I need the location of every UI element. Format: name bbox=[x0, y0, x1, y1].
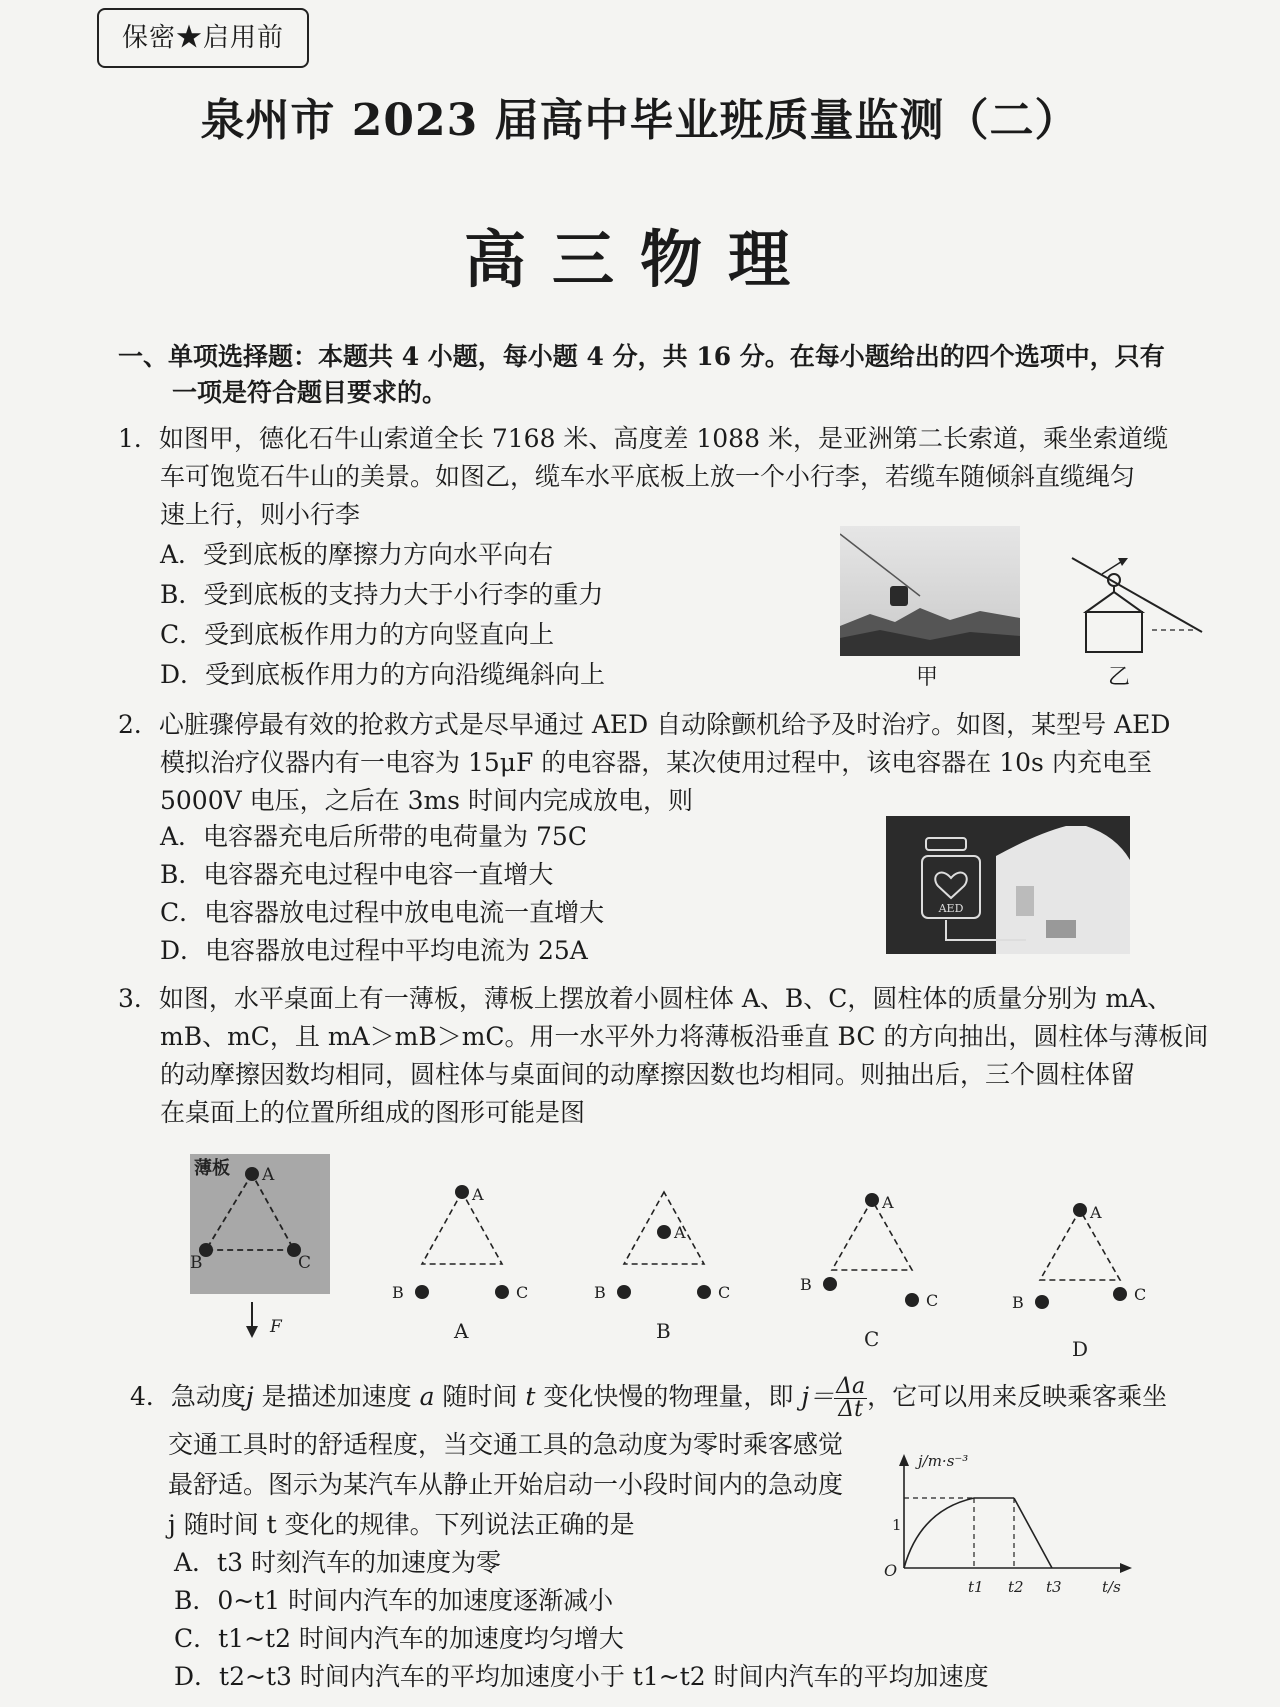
graph-y-tick: 1 bbox=[892, 1516, 902, 1534]
q4-line1-mid: 是描述加速度 bbox=[253, 1382, 420, 1411]
q1-option-c: C．受到底板作用力的方向竖直向上 bbox=[160, 620, 555, 649]
q1-fig-yi-caption: 乙 bbox=[1108, 665, 1131, 690]
graph-origin: O bbox=[884, 1561, 898, 1580]
choice-a-point-b: B bbox=[392, 1283, 404, 1302]
graph-x-label: t/s bbox=[1102, 1578, 1121, 1596]
q4-option-c: C．t1~t2 时间内汽车的加速度均匀增大 bbox=[174, 1624, 624, 1653]
q3-choice-b-figure bbox=[594, 1172, 744, 1342]
q1-option-b: B．受到底板的支持力大于小行李的重力 bbox=[160, 580, 604, 609]
q4-var-t: t bbox=[525, 1382, 536, 1411]
q4-option-a: A．t3 时刻汽车的加速度为零 bbox=[174, 1548, 501, 1577]
q3-text-line3: 的动摩擦因数均相同，圆柱体与桌面间的动摩擦因数也均相同。则抽出后，三个圆柱体留 bbox=[160, 1060, 1136, 1089]
q2-option-b: B．电容器充电过程中电容一直增大 bbox=[160, 860, 554, 889]
q4-frac-den: Δt bbox=[838, 1397, 863, 1422]
q3-text-line4: 在桌面上的位置所组成的图形可能是图 bbox=[160, 1098, 586, 1127]
q2-option-a: A．电容器充电后所带的电荷量为 75C bbox=[160, 822, 587, 851]
q4-text-line3: 最舒适。图示为某汽车从静止开始启动一小段时间内的急动度 bbox=[168, 1470, 844, 1499]
graph-t2: t2 bbox=[1008, 1578, 1024, 1596]
q2-text-line1: 2．心脏骤停最有效的抢救方式是尽早通过 AED 自动除颤机给予及时治疗。如图，某型号 AED bbox=[118, 710, 1171, 739]
q4-frac-num: Δa bbox=[836, 1374, 866, 1399]
q4-var-a: a bbox=[419, 1382, 435, 1411]
choice-b-point-b: B bbox=[594, 1283, 606, 1302]
q1-text-line3: 速上行，则小行李 bbox=[160, 500, 361, 529]
q4-text-line2: 交通工具时的舒适程度，当交通工具的急动度为零时乘客感觉 bbox=[168, 1430, 844, 1459]
choice-d-point-a: A bbox=[1090, 1203, 1102, 1222]
q3-choice-a-figure bbox=[392, 1172, 542, 1342]
q4-line1-mid3: 变化快慢的物理量，即 bbox=[535, 1382, 802, 1411]
section-heading-line1: 一、单项选择题：本题共 4 小题，每小题 4 分，共 16 分。在每小题给出的四个选项中，只有 bbox=[118, 342, 1165, 371]
choice-a-label: A bbox=[454, 1319, 469, 1342]
q4-line1-pre: 4．急动度 bbox=[130, 1382, 246, 1411]
choice-b-label: B bbox=[656, 1319, 671, 1342]
q4-frac-lhs: j＝ bbox=[801, 1382, 835, 1411]
graph-t1: t1 bbox=[968, 1578, 984, 1596]
choice-d-point-b: B bbox=[1012, 1293, 1024, 1312]
q4-text-line1 bbox=[130, 1376, 1167, 1421]
q2-option-d: D．电容器放电过程中平均电流为 25A bbox=[160, 936, 588, 965]
q4-jerk-fraction bbox=[834, 1376, 867, 1421]
q1-diagram-cable-car bbox=[1068, 548, 1208, 658]
q2-text-line3: 5000V 电压，之后在 3ms 时间内完成放电，则 bbox=[160, 786, 693, 815]
q4-line1-post: ，它可以用来反映乘客乘坐 bbox=[867, 1382, 1168, 1411]
q1-option-d: D．受到底板作用力的方向沿缆绳斜向上 bbox=[160, 660, 606, 689]
q4-jerk-time-graph bbox=[880, 1450, 1140, 1610]
q4-option-b: B．0~t1 时间内汽车的加速度逐渐减小 bbox=[174, 1586, 614, 1615]
choice-b-point-c: C bbox=[718, 1283, 731, 1302]
q4-var-j: j bbox=[245, 1382, 254, 1411]
choice-c-point-b: B bbox=[800, 1275, 812, 1294]
confidential-stamp: 保密★启用前 bbox=[97, 8, 309, 68]
choice-a-point-a: A bbox=[472, 1185, 484, 1204]
exam-title: 泉州市 2023 届高中毕业班质量监测（二） bbox=[200, 95, 1080, 146]
choice-c-point-a: A bbox=[882, 1193, 894, 1212]
q3-text-line2: mB、mC，且 mA＞mB＞mC。用一水平外力将薄板沿垂直 BC 的方向抽出，圆柱体与薄板间 bbox=[160, 1022, 1209, 1051]
q3-text-line1: 3．如图，水平桌面上有一薄板，薄板上摆放着小圆柱体 A、B、C，圆柱体的质量分别为 mA、 bbox=[118, 984, 1173, 1013]
board-point-c: C bbox=[298, 1253, 312, 1273]
choice-c-label: C bbox=[864, 1327, 880, 1350]
subject-title: 高三物理 bbox=[463, 223, 816, 296]
q1-text-line2: 车可饱览石牛山的美景。如图乙，缆车水平底板上放一个小行李，若缆车随倾斜直缆绳匀 bbox=[160, 462, 1136, 491]
choice-d-label: D bbox=[1072, 1337, 1089, 1361]
graph-t3: t3 bbox=[1046, 1578, 1062, 1596]
q4-option-d: D．t2~t3 时间内汽车的平均加速度小于 t1~t2 时间内汽车的平均加速度 bbox=[174, 1662, 989, 1691]
q3-board-figure bbox=[186, 1152, 336, 1342]
aed-label: AED bbox=[938, 902, 964, 915]
q1-text-line1: 1．如图甲，德化石牛山索道全长 7168 米、高度差 1088 米，是亚洲第二长索道，乘坐索道缆 bbox=[118, 424, 1168, 453]
section-heading-line2: 一项是符合题目要求的。 bbox=[172, 378, 448, 407]
q2-option-c: C．电容器放电过程中放电电流一直增大 bbox=[160, 898, 605, 927]
choice-a-point-c: C bbox=[516, 1283, 529, 1302]
choice-b-point-a: A bbox=[674, 1223, 686, 1242]
q1-option-a: A．受到底板的摩擦力方向水平向右 bbox=[160, 540, 554, 569]
choice-d-point-c: C bbox=[1134, 1285, 1147, 1304]
q3-choice-d-figure bbox=[1008, 1172, 1168, 1362]
force-label: F bbox=[270, 1317, 282, 1337]
q3-choice-c-figure bbox=[800, 1172, 950, 1350]
q2-text-line2: 模拟治疗仪器内有一电容为 15μF 的电容器，某次使用过程中，该电容器在 10s 内充电至 bbox=[160, 748, 1152, 777]
graph-y-label: j/m·s⁻³ bbox=[918, 1452, 969, 1470]
q1-fig-jia-caption: 甲 bbox=[916, 665, 939, 690]
q4-text-line4: j 随时间 t 变化的规律。下列说法正确的是 bbox=[168, 1510, 635, 1539]
choice-c-point-c: C bbox=[926, 1291, 939, 1310]
board-point-a: A bbox=[262, 1165, 275, 1185]
board-point-b: B bbox=[190, 1253, 203, 1273]
q2-aed-image bbox=[886, 816, 1130, 954]
q1-photo-cable-car bbox=[840, 526, 1020, 656]
q4-line1-mid2: 随时间 bbox=[434, 1382, 526, 1411]
board-label: 薄板 bbox=[194, 1158, 230, 1179]
